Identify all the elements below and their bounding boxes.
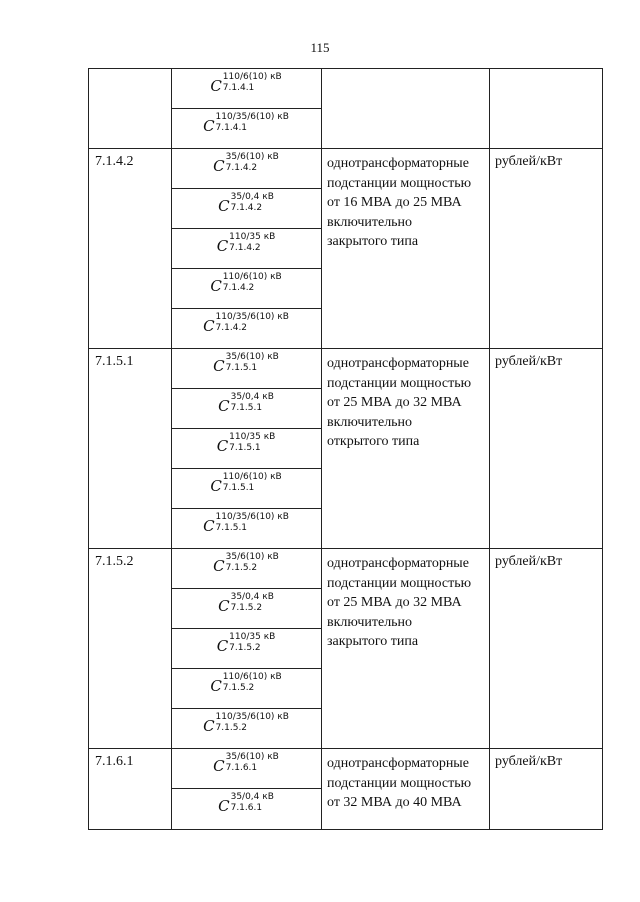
formula-symbol: C [203,517,215,535]
formula-symbol: C [213,357,225,375]
description-line: открытого типа [327,434,420,449]
formula-voltage: 35/6(10) кВ [225,752,279,762]
cost-formula [171,192,321,215]
cost-formula [171,632,321,655]
formula-voltage: 110/6(10) кВ [222,672,282,682]
formula-divider [171,308,321,309]
formula-index: 7.1.5.2 [222,683,255,693]
formula-indices [216,312,289,333]
description-line: от 16 МВА до 25 МВА [327,195,462,210]
item-code: 7.1.5.2 [95,554,134,569]
cost-formula [171,112,321,135]
description-line: подстанции мощностью [327,375,472,391]
formula-divider [171,428,321,429]
formula-index: 7.1.5.1 [229,443,261,453]
formula-symbol: C [216,237,229,255]
column-divider-formula [321,69,322,829]
formula-divider [171,668,321,669]
formula-divider [171,388,321,389]
formula-symbol: C [218,797,230,815]
description-line: однотрансформаторные [327,556,469,571]
cost-formula [171,312,321,335]
formula-indices [231,792,274,813]
formula-indices [216,712,289,733]
formula-indices [226,352,279,373]
formula-index: 7.1.4.2 [225,163,258,173]
formula-divider [171,108,321,109]
formula-symbol: C [203,117,215,135]
description-line: однотрансформаторные [327,356,469,371]
formula-indices [229,432,275,453]
cost-formula [171,672,321,695]
row-divider [89,548,602,549]
formula-indices [216,512,289,533]
formula-symbol: C [216,437,229,455]
formula-index: 7.1.5.1 [225,363,258,373]
description-line: включительно [327,214,413,230]
description-line: от 25 МВА до 32 МВА [327,395,462,410]
formula-divider [171,628,321,629]
column-divider-description [489,69,490,829]
formula-indices [229,632,275,653]
formula-indices [231,192,274,213]
formula-symbol: C [216,637,229,655]
formula-voltage: 35/0,4 кВ [230,592,274,602]
formula-index: 7.1.5.1 [222,483,255,493]
formula-index: 7.1.5.2 [215,723,248,733]
formula-divider [171,708,321,709]
description-line: от 32 МВА до 40 МВА [327,795,462,810]
item-unit: рублей/кВт [495,554,563,569]
description-line: подстанции мощностью [327,775,472,791]
formula-indices [231,392,274,413]
formula-indices [231,592,274,613]
formula-symbol: C [203,717,215,735]
formula-voltage: 35/6(10) кВ [225,152,279,162]
row-divider [89,748,602,749]
formula-index: 7.1.4.1 [222,83,255,93]
cost-formula [171,232,321,255]
formula-voltage: 110/6(10) кВ [222,72,282,82]
formula-index: 7.1.6.1 [225,763,258,773]
formula-voltage: 35/0,4 кВ [230,792,274,802]
cost-formula [171,752,321,775]
cost-formula [171,552,321,575]
formula-voltage: 110/35 кВ [229,432,276,442]
formula-voltage: 35/0,4 кВ [230,192,274,202]
item-unit: рублей/кВт [495,354,563,369]
cost-formula [171,432,321,455]
cost-formula [171,592,321,615]
page-number: 115 [310,40,330,55]
formula-indices [223,72,282,93]
formula-index: 7.1.5.2 [230,603,263,613]
formula-symbol: C [218,597,230,615]
formula-index: 7.1.4.2 [215,323,248,333]
formula-voltage: 110/35/6(10) кВ [215,312,289,322]
formula-voltage: 35/6(10) кВ [225,552,279,562]
description-line: включительно [327,614,413,630]
item-code: 7.1.6.1 [95,754,134,769]
description-line: подстанции мощностью [327,575,472,591]
formula-divider [171,588,321,589]
formula-index: 7.1.6.1 [230,803,263,813]
item-unit: рублей/кВт [495,754,563,769]
formula-index: 7.1.5.2 [225,563,258,573]
formula-indices [226,152,279,173]
formula-symbol: C [210,477,222,495]
formula-index: 7.1.4.2 [229,243,261,253]
formula-voltage: 110/35 кВ [229,232,276,242]
formula-symbol: C [213,757,225,775]
cost-formula [171,352,321,375]
description-line: закрытого типа [327,234,419,249]
description-line: однотрансформаторные [327,156,469,171]
formula-voltage: 110/35/6(10) кВ [215,712,289,722]
cost-formula [171,272,321,295]
item-description [327,154,489,252]
formula-indices [226,752,279,773]
item-code: 7.1.5.1 [95,354,134,369]
formula-symbol: C [210,77,222,95]
description-line: подстанции мощностью [327,175,472,191]
formula-divider [171,268,321,269]
row-divider [89,348,602,349]
cost-formula [171,472,321,495]
formula-index: 7.1.4.2 [222,283,255,293]
description-line: от 25 МВА до 32 МВА [327,595,462,610]
formula-voltage: 35/6(10) кВ [225,352,279,362]
formula-symbol: C [218,397,230,415]
formula-symbol: C [213,157,225,175]
formula-index: 7.1.5.2 [229,643,261,653]
formula-voltage: 35/0,4 кВ [230,392,274,402]
formula-divider [171,188,321,189]
item-description [327,554,489,652]
formula-voltage: 110/35 кВ [229,632,276,642]
cost-formula [171,152,321,175]
description-line: закрытого типа [327,634,419,649]
cost-formula [171,712,321,735]
item-description [327,354,489,452]
formula-index: 7.1.4.1 [215,123,248,133]
formula-symbol: C [203,317,215,335]
cost-formula [171,72,321,95]
description-line: включительно [327,414,413,430]
formula-indices [216,112,289,133]
item-unit: рублей/кВт [495,154,563,169]
formula-symbol: C [210,677,222,695]
formula-divider [171,508,321,509]
cost-formula [171,512,321,535]
formula-voltage: 110/35/6(10) кВ [215,512,289,522]
formula-voltage: 110/6(10) кВ [222,272,282,282]
description-line: однотрансформаторные [327,756,469,771]
formula-indices [223,472,282,493]
item-code: 7.1.4.2 [95,154,134,169]
formula-voltage: 110/6(10) кВ [222,472,282,482]
formula-index: 7.1.5.1 [230,403,263,413]
formula-divider [171,228,321,229]
tariff-table [88,68,603,830]
formula-indices [226,552,279,573]
item-description [327,754,489,813]
formula-voltage: 110/35/6(10) кВ [215,112,289,122]
formula-symbol: C [210,277,222,295]
formula-indices [229,232,275,253]
cost-formula [171,792,321,815]
formula-indices [223,672,282,693]
formula-divider [171,788,321,789]
formula-symbol: C [218,197,230,215]
formula-indices [223,272,282,293]
formula-symbol: C [213,557,225,575]
formula-divider [171,468,321,469]
formula-index: 7.1.4.2 [230,203,263,213]
cost-formula [171,392,321,415]
formula-index: 7.1.5.1 [215,523,248,533]
row-divider [89,148,602,149]
